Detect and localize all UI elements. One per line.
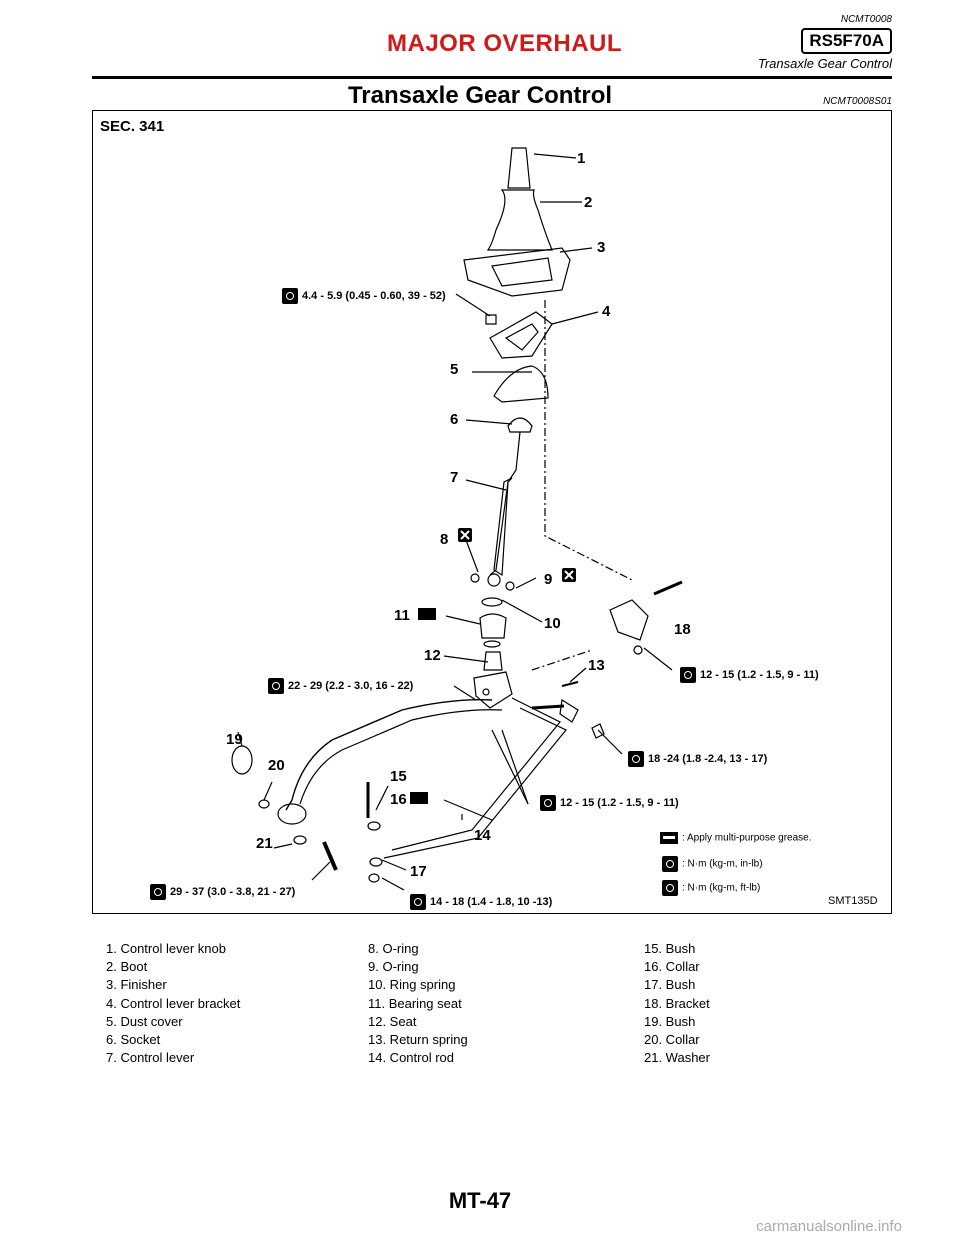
figure-sec-label: SEC. 341 <box>100 118 165 135</box>
list-item: 1. Control lever knob <box>106 941 226 956</box>
torque-nm-in-icon <box>662 856 678 872</box>
list-item: 15. Bush <box>644 941 696 956</box>
callout-20: 20 <box>268 757 285 774</box>
torque-nm-ft-icon <box>268 678 284 694</box>
part-bearing-seat <box>480 614 506 638</box>
list-item: 12. Seat <box>368 1013 417 1029</box>
torque-label-6: 29 - 37 (3.0 - 3.8, 21 - 27) <box>150 884 295 900</box>
list-item: 18. Bracket <box>644 995 710 1011</box>
callout-21: 21 <box>256 835 273 852</box>
list-item: 6. Socket <box>106 1032 161 1048</box>
list-item: 13. Return spring <box>368 1032 468 1048</box>
torque-nm-ft-icon <box>282 288 298 304</box>
list-item: 4. Control lever bracket <box>106 995 241 1011</box>
header-subtitle: Transaxle Gear Control <box>757 56 892 71</box>
callout-1: 1 <box>577 150 586 167</box>
torque-label-4: 18 -24 (1.8 -2.4, 13 - 17) <box>628 751 767 767</box>
list-item: 7. Control lever <box>106 1050 195 1066</box>
part-control-rod <box>286 700 492 810</box>
part-lever <box>490 432 520 575</box>
callout-8: 8 <box>440 531 449 548</box>
watermark: carmanualsonline.info <box>756 1218 902 1235</box>
callout-9: 9 <box>544 571 553 588</box>
part-knob <box>508 148 530 188</box>
callout-2: 2 <box>584 194 593 211</box>
list-item: 17. Bush <box>644 977 696 993</box>
callout-15: 15 <box>390 768 407 785</box>
list-item: 3. Finisher <box>106 977 167 993</box>
list-item: 11. Bearing seat <box>368 995 462 1011</box>
section-ref-code: NCMT0008S01 <box>823 96 892 107</box>
callout-13: 13 <box>588 657 605 674</box>
list-item: 19. Bush <box>644 1013 696 1029</box>
list-item: 14. Control rod <box>368 1050 454 1066</box>
part-bracket-18 <box>610 600 648 640</box>
callout-14: 14 <box>474 827 491 844</box>
parts-list-col-1 <box>106 940 240 1067</box>
torque-nm-ft-icon <box>628 751 644 767</box>
section-title: Transaxle Gear Control <box>347 82 613 109</box>
figure-id: SMT135D <box>828 895 878 907</box>
header-ref-code: NCMT0008 <box>840 14 892 25</box>
torque-label-1: 4.4 - 5.9 (0.45 - 0.60, 39 - 52) <box>282 288 446 304</box>
callout-19: 19 <box>226 731 243 748</box>
callout-18: 18 <box>674 621 691 638</box>
legend-grease: : Apply multi-purpose grease. <box>660 832 812 844</box>
callout-16: 16 <box>390 791 407 808</box>
callout-7: 7 <box>450 469 459 486</box>
callout-12: 12 <box>424 647 441 664</box>
torque-nm-ft-icon <box>540 795 556 811</box>
list-item: 5. Dust cover <box>106 1013 183 1029</box>
part-socket <box>508 418 532 432</box>
list-item: 20. Collar <box>644 1032 700 1048</box>
torque-label-5: 12 - 15 (1.2 - 1.5, 9 - 11) <box>540 795 679 811</box>
part-finisher <box>464 248 570 296</box>
header-title: MAJOR OVERHAUL <box>387 30 623 57</box>
part-bush-19 <box>232 746 252 774</box>
model-badge: RS5F70A <box>801 28 892 54</box>
page-number: MT-47 <box>448 1188 512 1213</box>
part-seat <box>484 652 502 670</box>
header-rule <box>92 76 892 79</box>
torque-nm-ft-icon <box>150 884 166 900</box>
legend-nm-in: : N·m (kg-m, in-lb) <box>662 856 763 872</box>
list-item: 16. Collar <box>644 959 700 975</box>
part-boot <box>488 190 552 250</box>
callout-5: 5 <box>450 361 459 378</box>
callout-11: 11 <box>394 607 410 624</box>
torque-label-7: 14 - 18 (1.4 - 1.8, 10 -13) <box>410 894 552 910</box>
parts-list-col-2 <box>368 940 468 1067</box>
callout-3: 3 <box>597 239 606 256</box>
part-bracket <box>490 312 552 358</box>
torque-label-2: 22 - 29 (2.2 - 3.0, 16 - 22) <box>268 678 413 694</box>
grease-icon <box>660 832 678 844</box>
callout-17: 17 <box>410 863 427 880</box>
list-item: 8. O-ring <box>368 941 419 956</box>
part-oring-8 <box>471 574 479 582</box>
callout-6: 6 <box>450 411 459 428</box>
legend-nm-ft: : N·m (kg-m, ft-lb) <box>662 880 760 896</box>
list-item: 10. Ring spring <box>368 977 456 993</box>
torque-nm-ft-icon <box>662 880 678 896</box>
part-ring-spring <box>482 598 502 606</box>
list-item: 2. Boot <box>106 959 148 975</box>
torque-label-3: 12 - 15 (1.2 - 1.5, 9 - 11) <box>680 667 819 683</box>
callout-10: 10 <box>544 615 561 632</box>
callout-4: 4 <box>602 303 611 320</box>
parts-list-col-3 <box>644 940 710 1067</box>
part-oring-9 <box>506 582 514 590</box>
torque-nm-ft-icon <box>680 667 696 683</box>
exploded-diagram <box>92 110 890 912</box>
list-item: 21. Washer <box>644 1050 710 1066</box>
torque-nm-ft-icon <box>410 894 426 910</box>
list-item: 9. O-ring <box>368 959 419 975</box>
